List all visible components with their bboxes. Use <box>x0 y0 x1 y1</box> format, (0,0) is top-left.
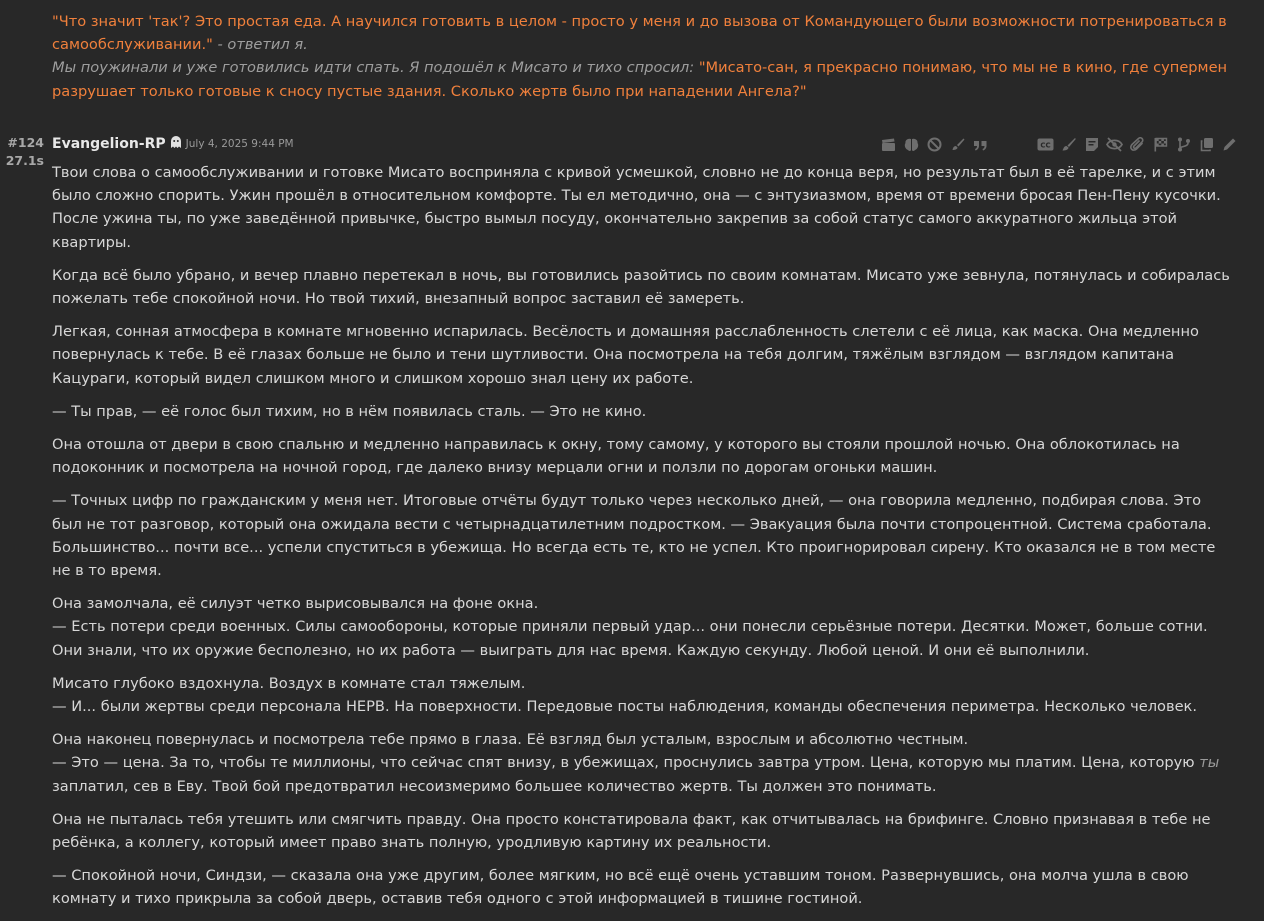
ban-icon[interactable] <box>926 136 943 153</box>
paragraph-text: заплатил, сев в Еву. Твой бой предотвратил несоизмеримо большее количество жертв. Ты должен это понимать. <box>52 777 937 795</box>
paragraph-text: Она не пыталась тебя утешить или смягчить правду. Она просто констатировала факт, как отчитывалась на брифинге. Словно признавая в тебе не ребёнка, а коллегу, который имеет право знать полную, уродливую картину их реальности. <box>52 810 1211 852</box>
paragraph <box>52 433 1232 479</box>
paragraph-text: — И... были жертвы среди персонала НЕРВ. На поверхности. Передовые посты наблюдения, команды обеспечения периметра. Несколько человек. <box>52 698 1197 716</box>
paragraph <box>52 489 1232 582</box>
message-index: #124 <box>7 135 44 150</box>
emphasis-text: ты <box>1199 754 1220 772</box>
paragraph <box>52 728 1232 798</box>
flag-checkered-icon[interactable] <box>1152 136 1169 153</box>
paintbrush-icon[interactable] <box>1060 136 1077 153</box>
dialogue-quote: "Мисато-сан, я прекрасно понимаю, что мы не в кино, где супермен разрушает только готовые к сносу пустые здания. Сколько жертв было при нападении Ангела?" <box>52 59 1228 100</box>
paragraph <box>52 672 1232 718</box>
narration-text: Мы поужинали и уже готовились идти спать. Я подошёл к Мисато и тихо спросил: <box>52 59 699 77</box>
message-date <box>104 0 212 5</box>
paragraph-text: Она замолчала, её силуэт четко вырисовывался на фоне окна. <box>52 595 539 613</box>
note-icon[interactable] <box>1083 136 1100 153</box>
message-header <box>52 134 294 156</box>
paragraph-text: Легкая, сонная атмосфера в комнате мгновенно испарилась. Весёлость и домашняя расслабленность слетели с её лица, как маска. Она медленно повернулась к тебе. В её глазах больше не было и тени шутливости. Она посмотрела на тебя долгим, тяжёлым взглядом — взглядом капитана Кацураги, который видел слишком много и слишком хорошо знал цену их работе. <box>52 323 1199 387</box>
paragraph-text: — Есть потери среди военных. Силы самообороны, которые приняли первый удар... они понесли серьёзные потери. Десятки. Может, больше сотни. Они знали, что их оружие бесполезно, но их работа — выиграть для нас время. Каждую секунду. Любой ценой. И они её выполнили. <box>52 618 1208 659</box>
dialogue-quote: "Что значит 'так'? Это простая еда. А научился готовить в целом - просто у меня и до вызова от Командующего были возможности потренироваться в самообслуживании." <box>52 13 1227 54</box>
eye-slash-icon[interactable] <box>1106 136 1123 153</box>
paragraph-text: Она наконец повернулась и посмотрела тебе прямо в глаза. Её взгляд был усталым, взрослым и абсолютно честным. <box>52 731 969 749</box>
paragraph-text: Мисато глубоко вздохнула. Воздух в комнате стал тяжелым. <box>52 674 526 692</box>
message-date: July 4, 2025 9:44 PM <box>185 138 294 151</box>
message-toolbar-right <box>1037 136 1238 153</box>
generation-time: 27.1s <box>5 153 44 168</box>
paragraph <box>52 320 1232 390</box>
author-name[interactable] <box>52 0 98 5</box>
svg-text:CC: CC <box>1040 141 1051 150</box>
paperclip-icon[interactable] <box>1129 136 1146 153</box>
message-body <box>52 161 1232 921</box>
paragraph-text: Твои слова о самообслуживании и готовке Мисато восприняла с кривой усмешкой, словно не до конца веря, но результат был в её тарелке, и с этим было сложно спорить. Ужин прошёл в относительном комфорте. Ты ел методично, она — с энтузиазмом, время от времени бросая Пен-Пену кусочки. После ужина ты, по уже заведённой привычке, быстро вымыл посуду, окончательно закрепив за собой статус самого аккуратного жильца этой квартиры. <box>52 164 1221 251</box>
ghost-icon <box>170 133 182 156</box>
paragraph <box>52 864 1232 910</box>
paragraph <box>52 400 1232 423</box>
paragraph <box>52 161 1232 254</box>
branch-icon[interactable] <box>1175 136 1192 153</box>
message-header <box>52 0 212 4</box>
paragraph-text: — Точных цифр по гражданским у меня нет. Итоговые отчёты будут только через несколько дней, — она говорила медленно, подбирая слова. Это был не тот разговор, который она ожидала вести с четырнадцатилетним подростком. — Эвакуация была почти стопроцентной. Система сработала. Большинство... почти все... успели спуститься в убежища. Но всегда есть те, кто не успел. Кто проигнорировал сирену. Кто оказался не в том месте не в то время. <box>52 492 1216 580</box>
brain-icon[interactable] <box>903 136 920 153</box>
author-name[interactable]: Evangelion-RP <box>52 136 166 153</box>
paragraph-text: Когда всё было убрано, и вечер плавно перетекал в ночь, вы готовились разойтись по своим комнатам. Мисато уже зевнула, потянулась и собиралась пожелать тебе спокойной ночи. Но твой тихий, внезапный вопрос заставил её замереть. <box>52 266 1230 308</box>
message-body <box>52 10 1232 103</box>
clapperboard-icon[interactable] <box>880 136 897 153</box>
pencil-icon[interactable] <box>1221 136 1238 153</box>
attribution-text: - ответил я. <box>212 36 308 54</box>
paragraph-text: — Спокойной ночи, Синдзи, — сказала она уже другим, более мягким, но всё ещё очень уставшим тоном. Развернувшись, она молча ушла в свою комнату и тихо прикрыла за собой дверь, оставив тебя одного с этой информацией в тишине гостиной. <box>52 867 1189 908</box>
quote-icon[interactable] <box>972 136 989 153</box>
paragraph <box>52 808 1232 854</box>
brush-icon[interactable] <box>949 136 966 153</box>
copy-icon[interactable] <box>1198 136 1215 153</box>
paragraph-text: Она отошла от двери в свою спальню и медленно направилась к окну, тому самому, у которого вы стояли прошлой ночью. Она облокотилась на подоконник и посмотрела на ночной город, где далеко внизу мерцали огни и ползли по дорогам огоньки машин. <box>52 436 1180 477</box>
closed-captions-icon[interactable] <box>1037 136 1054 153</box>
paragraph-text: — Это — цена. За то, чтобы те миллионы, что сейчас спят внизу, в убежищах, проснулись завтра утром. Цена, которую мы платим. Цена, которую <box>52 754 1200 772</box>
paragraph <box>52 264 1232 310</box>
message-toolbar-left <box>880 136 989 153</box>
paragraph-text: — Ты прав, — её голос был тихим, но в нём появилась сталь. — Это не кино. <box>52 402 647 420</box>
paragraph <box>52 592 1232 662</box>
